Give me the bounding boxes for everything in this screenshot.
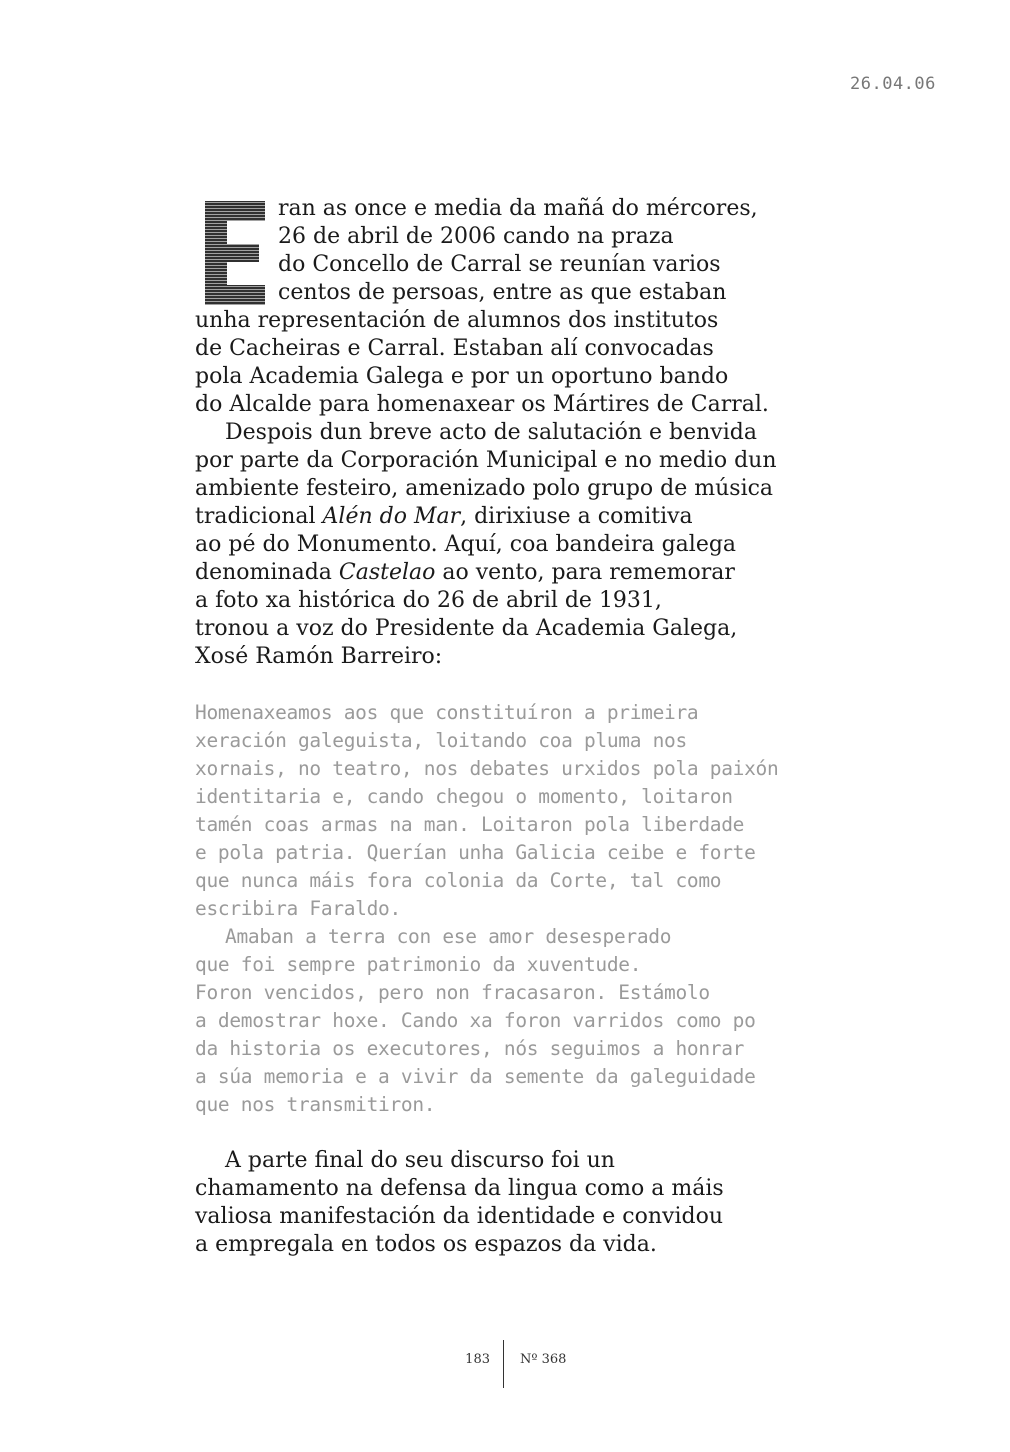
- para2-line: por parte da Corporación Municipal e no medio dun: [195, 448, 777, 473]
- quote-line: Foron vencidos, pero non fracasaron. Estámolo: [195, 981, 710, 1004]
- quote-line: que nos transmitiron.: [195, 1093, 436, 1116]
- para2-line: Xosé Ramón Barreiro:: [195, 644, 443, 669]
- para2-line: ao pé do Monumento. Aquí, coa bandeira galega: [195, 532, 737, 557]
- quote-line: da historia os executores, nós seguimos a honrar: [195, 1037, 745, 1060]
- quote-line: xornais, no teatro, nos debates urxidos pola paixón: [195, 757, 779, 780]
- quote-line: Amaban a terra con ese amor desesperado: [225, 925, 672, 948]
- intro-line: pola Academia Galega e por un oportuno bando: [195, 364, 729, 389]
- intro-line: do Concello de Carral se reunían varios: [278, 252, 721, 277]
- article-body: [195, 195, 855, 1259]
- quote-line: que foi sempre patrimonio da xuventude.: [195, 953, 642, 976]
- intro-line: unha representación de alumnos dos institutos: [195, 308, 719, 333]
- closing-line: chamamento na defensa da lingua como a máis: [195, 1176, 724, 1201]
- intro-line: de Cacheiras e Carral. Estaban alí convocadas: [195, 336, 714, 361]
- quote-line: tamén coas armas na man. Loitaron pola liberdade: [195, 813, 745, 836]
- intro-line: centos de persoas, entre as que estaban: [278, 280, 727, 305]
- para2-line: ambiente festeiro, amenizado polo grupo de música: [195, 476, 774, 501]
- para2-line: tronou a voz do Presidente da Academia Galega,: [195, 616, 738, 641]
- flag-name-italic: Castelao: [338, 560, 436, 585]
- para2-line: [195, 559, 855, 587]
- header-date: 26.04.06: [850, 74, 936, 94]
- intro-line: do Alcalde para homenaxear os Mártires de Carral.: [195, 392, 769, 417]
- issue-number: Nº 368: [520, 1352, 567, 1367]
- closing-line: a empregala en todos os espazos da vida.: [195, 1232, 657, 1257]
- para2-text: tradicional: [195, 504, 323, 529]
- intro-line: ran as once e media da mañá do mércores,: [278, 196, 758, 221]
- para2-text: , dirixiuse a comitiva: [460, 504, 693, 529]
- para2-line: [195, 503, 855, 531]
- speech-quote: [195, 699, 855, 1119]
- intro-line: 26 de abril de 2006 cando na praza: [278, 224, 674, 249]
- para2-text: ao vento, para rememorar: [435, 560, 735, 585]
- quote-line: escribira Faraldo.: [195, 897, 401, 920]
- quote-line: xeración galeguista, loitando coa pluma nos: [195, 729, 687, 752]
- quote-line: que nunca máis fora colonia da Corte, tal como: [195, 869, 722, 892]
- closing-line: A parte final do seu discurso foi un: [225, 1148, 615, 1173]
- quote-line: a súa memoria e a vivir da semente da galeguidade: [195, 1065, 756, 1088]
- drop-cap-letter-e: [205, 201, 265, 305]
- para2-line: a foto xa histórica do 26 de abril de 1931,: [195, 588, 662, 613]
- page-number: 183: [465, 1352, 490, 1367]
- para2-text: denominada: [195, 560, 339, 585]
- band-name-italic: Alén do Mar: [322, 504, 461, 529]
- quote-line: e pola patria. Querían unha Galicia ceibe e forte: [195, 841, 756, 864]
- footer-divider: [503, 1340, 504, 1388]
- para2-line: Despois dun breve acto de salutación e benvida: [225, 420, 757, 445]
- closing-line: valiosa manifestación da identidade e convidou: [195, 1204, 723, 1229]
- quote-line: Homenaxeamos aos que constituíron a primeira: [195, 701, 699, 724]
- quote-line: identitaria e, cando chegou o momento, loitaron: [195, 785, 733, 808]
- quote-line: a demostrar hoxe. Cando xa foron varridos como po: [195, 1009, 756, 1032]
